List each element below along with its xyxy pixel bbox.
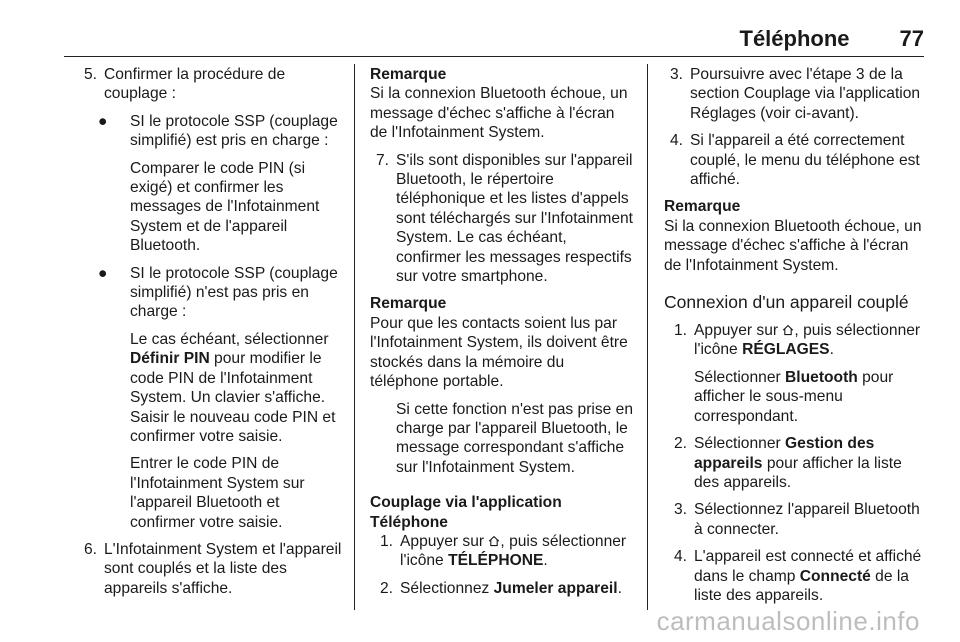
note-text: Si la connexion Bluetooth échoue, un message d'échec s'affiche à l'écran de l'Infotainment System. (370, 85, 628, 142)
bullet-ssp-supported (84, 112, 344, 151)
step-number: 4. (674, 548, 688, 566)
step-paragraph (664, 368, 930, 426)
step-text: Si l'appareil a été correctement couplé, le menu du téléphone est affiché. (690, 132, 920, 189)
column-1 (84, 65, 344, 598)
ui-label: Définir PIN (130, 350, 210, 368)
text: Appuyer sur (694, 322, 783, 340)
step-text: Sélectionnez l'appareil Bluetooth à connecter. (694, 501, 920, 538)
text: Sélectionner (694, 368, 786, 386)
column-2 (370, 65, 634, 598)
text: de la liste des appareils. (694, 567, 909, 604)
ui-label: Bluetooth (785, 368, 858, 386)
home-icon (488, 535, 500, 547)
connect-step-4 (674, 547, 930, 605)
text: Le cas échéant, sélectionner (130, 330, 329, 348)
ui-label: TÉLÉPHONE (448, 552, 544, 570)
header-rule (64, 56, 924, 57)
step-5 (84, 65, 344, 104)
bullet-mark: ● (98, 264, 108, 282)
step-number: 1. (674, 322, 688, 340)
text: . (543, 552, 548, 570)
text: . (829, 341, 834, 359)
bullet-mark: ● (98, 112, 108, 130)
section-heading: Connexion d'un appareil couplé (664, 292, 909, 313)
note-indent-text: Si cette fonction n'est pas prise en charge par l'appareil Bluetooth, le message correspondant s'affiche sur l'Infotainment System. (396, 400, 634, 476)
page-header (740, 26, 925, 52)
column-divider-2 (647, 64, 648, 610)
step-6 (84, 540, 344, 598)
note-title: Remarque (664, 198, 741, 216)
step-text: L'Infotainment System et l'appareil sont couplés et la liste des appareils s'affiche. (104, 540, 342, 597)
text: Appuyer sur (400, 532, 489, 550)
note-text: Pour que les contacts soient lus par l'Infotainment System, ils doivent être stockés dans la mémoire du téléphone portable. (370, 314, 628, 391)
bullet-paragraph: Entrer le code PIN de l'Infotainment System sur l'appareil Bluetooth et confirmer votre saisie. (130, 455, 305, 531)
page-title: Téléphone (739, 26, 850, 51)
step-number: 3. (670, 66, 684, 83)
subsection-heading: Couplage via l'application Téléphone (370, 494, 562, 531)
step-number: 5. (84, 66, 98, 83)
step-number: 2. (674, 435, 688, 453)
ui-label: Jumeler appareil (493, 579, 618, 597)
text: . (617, 579, 622, 597)
page-number: 77 (899, 26, 924, 51)
home-icon (782, 324, 794, 336)
step-4 (670, 131, 930, 189)
step-text: Confirmer la procédure de couplage : (104, 66, 286, 103)
bullet-text: SI le protocole SSP (couplage simplifié) est pris en charge : (130, 112, 338, 150)
step-number: 1. (380, 532, 394, 550)
ui-label: Connecté (799, 567, 871, 585)
step-number: 6. (84, 540, 98, 558)
connect-step-3 (674, 500, 930, 539)
ui-label: Gestion des appareils (694, 435, 875, 472)
watermark: carmanualsonline.info (656, 606, 920, 636)
column-divider-1 (354, 64, 355, 610)
note-title: Remarque (370, 66, 447, 83)
bullet-paragraph: Comparer le code PIN (si exigé) et confirmer les messages de l'Infotainment System et de l'appareil Bluetooth. (130, 159, 320, 255)
text: pour modifier le code PIN de l'Infotainment System. Un clavier s'affiche. Saisir le nouveau code PIN et confirmer votre saisie. (130, 350, 336, 445)
connect-step-2 (674, 434, 930, 492)
ui-label: RÉGLAGES (742, 341, 830, 359)
step-number: 2. (380, 579, 394, 597)
text: Sélectionner (694, 435, 786, 453)
step-3 (670, 65, 930, 123)
text: L'appareil est connecté et affiché dans le champ (694, 548, 922, 585)
connect-step-1 (674, 321, 930, 360)
note-text: Si la connexion Bluetooth échoue, un message d'échec s'affiche à l'écran de l'Infotainment System. (664, 217, 922, 274)
text: , puis sélectionner l'icône (694, 322, 921, 359)
text: pour afficher le sous-menu correspondant. (694, 368, 894, 425)
bullet-text: SI le protocole SSP (couplage simplifié) n'est pas pris en charge : (130, 264, 338, 321)
column-3 (664, 65, 930, 605)
bullet-paragraph (84, 330, 344, 446)
pair-step-2 (380, 579, 634, 598)
note-title: Remarque (370, 295, 447, 313)
step-number: 3. (674, 501, 688, 519)
step-text: Poursuivre avec l'étape 3 de la section Couplage via l'application Réglages (voir ci-avant). (690, 66, 921, 122)
pair-step-1 (380, 532, 634, 571)
text: , puis sélectionner l'icône (400, 532, 627, 570)
text: pour afficher la liste des appareils. (694, 454, 902, 491)
step-7 (376, 151, 634, 287)
text: Sélectionnez (400, 579, 494, 597)
step-number: 4. (670, 132, 684, 150)
bullet-ssp-unsupported (84, 264, 344, 322)
step-number: 7. (376, 151, 390, 169)
step-text: S'ils sont disponibles sur l'appareil Bluetooth, le répertoire téléphonique et les listes d'appels sont téléchargés sur l'Infotainment System. Le cas échéant, confirmer les messages respectifs sur votre smartphone. (396, 151, 634, 286)
